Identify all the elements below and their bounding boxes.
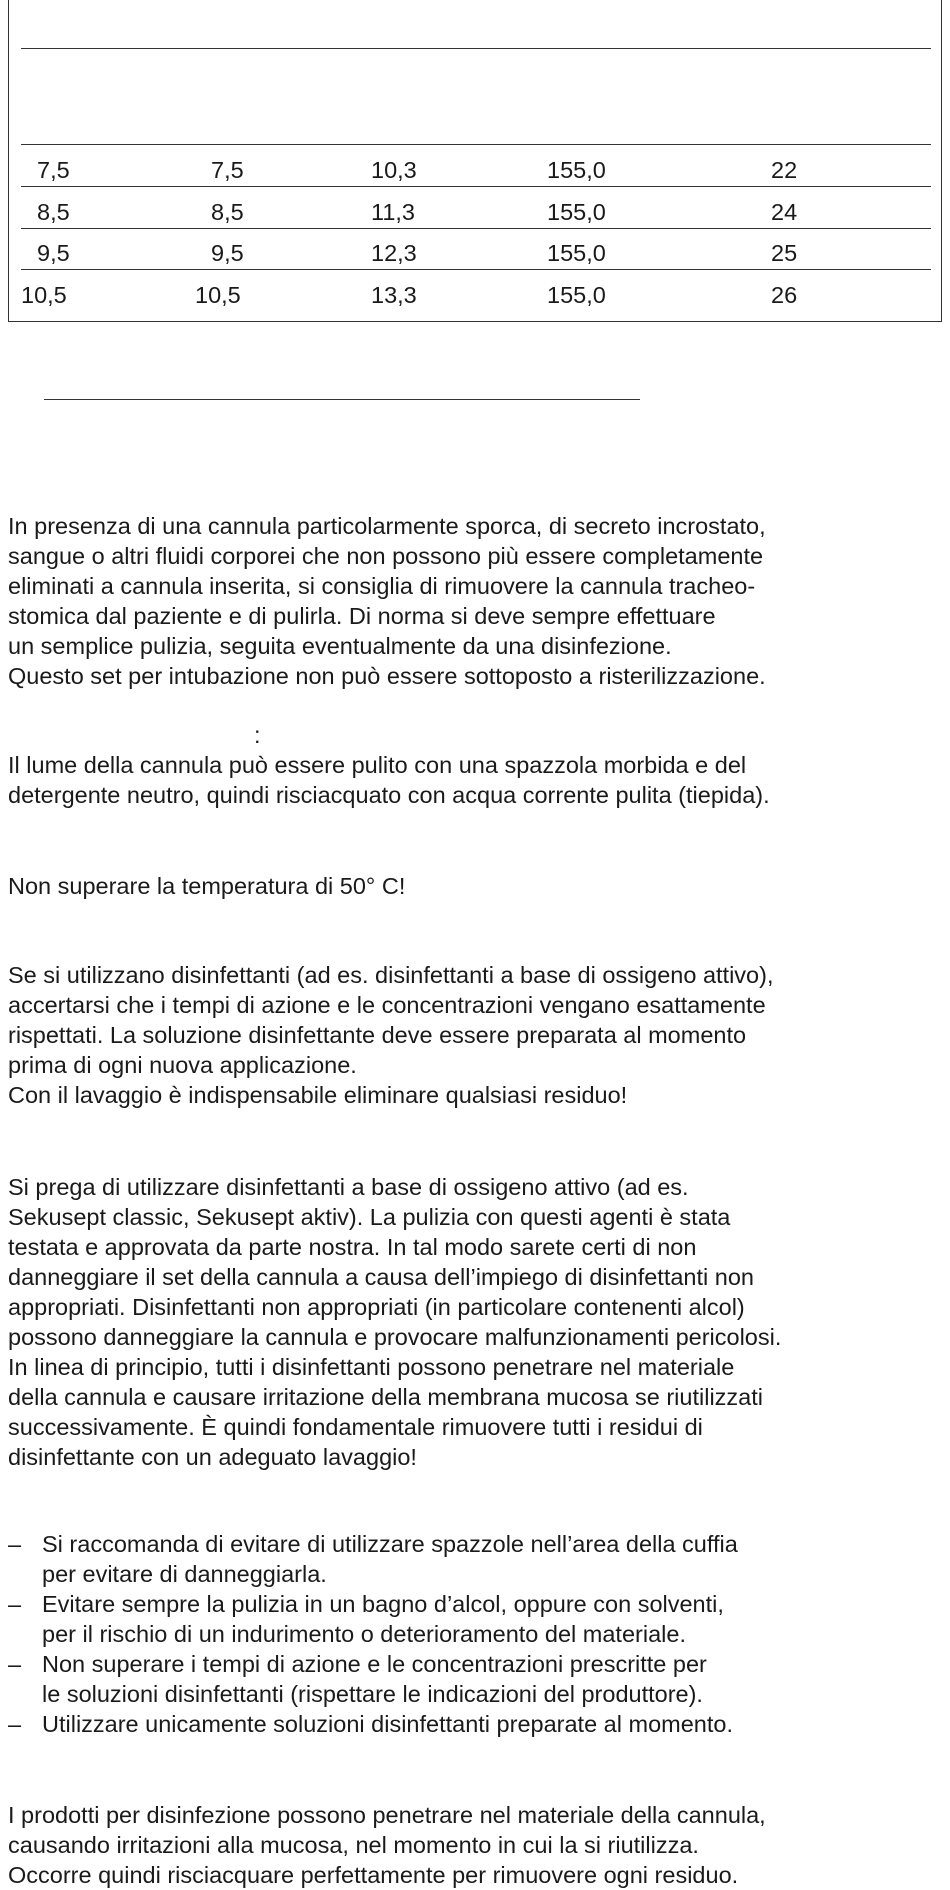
list-item-text: Evitare sempre la pulizia in un bagno d’alcol, oppure con solventi, per il rischio di un indurimento o deterioramento del materiale. bbox=[42, 1591, 724, 1647]
list-item bbox=[8, 1709, 948, 1739]
table-cell: 8,5 bbox=[37, 199, 70, 225]
size-table bbox=[8, 0, 942, 322]
table-cell: 13,3 bbox=[371, 282, 417, 308]
warning-list bbox=[8, 1529, 948, 1739]
table-cell: 8,5 bbox=[211, 199, 244, 225]
final-paragraph: I prodotti per disinfezione possono penetrare nel materiale della cannula, causando irritazioni alla mucosa, nel momento in cui la si riutilizza. Occorre quindi risciacquare perfettamente per rimuovere ogni residuo. bbox=[8, 1802, 766, 1888]
lumen-paragraph: Il lume della cannula può essere pulito con una spazzola morbida e del detergente neutro, quindi risciacquato con acqua corrente pulita (tiepida). bbox=[8, 752, 770, 808]
table-cell: 7,5 bbox=[37, 157, 70, 183]
colon-label: : bbox=[254, 722, 261, 748]
table-cell: 10,5 bbox=[195, 282, 241, 308]
section-rule bbox=[44, 399, 640, 400]
table-cell: 155,0 bbox=[547, 199, 606, 225]
table-divider bbox=[21, 269, 931, 270]
table-divider bbox=[21, 228, 931, 229]
dash-marker: – bbox=[8, 1711, 22, 1737]
table-cell: 155,0 bbox=[547, 282, 606, 308]
list-item bbox=[8, 1529, 948, 1589]
table-cell: 155,0 bbox=[547, 240, 606, 266]
dash-marker: – bbox=[8, 1531, 22, 1557]
list-item-text: Si raccomanda di evitare di utilizzare spazzole nell’area della cuffia per evitare di danneggiarla. bbox=[42, 1531, 738, 1587]
table-cell: 24 bbox=[771, 199, 798, 225]
temperature-warning: Non superare la temperatura di 50° C! bbox=[8, 873, 406, 899]
dash-marker: – bbox=[8, 1651, 22, 1677]
table-cell: 7,5 bbox=[211, 157, 244, 183]
table-cell: 9,5 bbox=[37, 240, 70, 266]
table-divider bbox=[21, 144, 931, 145]
table-cell: 22 bbox=[771, 157, 798, 183]
list-item bbox=[8, 1589, 948, 1649]
table-divider bbox=[21, 48, 931, 49]
dash-marker: – bbox=[8, 1591, 22, 1617]
table-cell: 25 bbox=[771, 240, 798, 266]
recommendation-paragraph: Si prega di utilizzare disinfettanti a base di ossigeno attivo (ad es. Sekusept classic, Sekusept aktiv). La pulizia con questi agenti è stata testata e approvata da parte nostra. In tal modo sarete certi di non danneggiare il set della cannula a causa dell’impiego di disinfettanti non appropriati. Disinfettanti non appropriati (in particolare contenenti alcol) possono danneggiare la cannula e provocare malfunzionamenti pericolosi. In linea di principio, tutti i disinfettanti possono penetrare nel materiale della cannula e causare irritazione della membrana mucosa se riutilizzati successivamente. È quindi fondamentale rimuovere tutti i residui di disinfettante con un adeguato lavaggio! bbox=[8, 1174, 782, 1470]
list-item-text: Non superare i tempi di azione e le concentrazioni prescritte per le soluzioni disinfettanti (rispettare le indicazioni del produttore). bbox=[42, 1651, 707, 1707]
table-cell: 11,3 bbox=[371, 199, 415, 225]
disinfectants-paragraph: Se si utilizzano disinfettanti (ad es. disinfettanti a base di ossigeno attivo), accertarsi che i tempi di azione e le concentrazioni vengano esattamente rispettati. La soluzione disinfettante deve essere preparata al momento prima di ogni nuova applicazione. Con il lavaggio è indispensabile eliminare qualsiasi residuo! bbox=[8, 962, 774, 1108]
table-cell: 10,3 bbox=[371, 157, 417, 183]
table-cell: 26 bbox=[771, 282, 798, 308]
table-cell: 12,3 bbox=[371, 240, 417, 266]
table-cell: 10,5 bbox=[21, 282, 67, 308]
table-divider bbox=[21, 186, 931, 187]
list-item-text: Utilizzare unicamente soluzioni disinfettanti preparate al momento. bbox=[42, 1711, 733, 1737]
intro-paragraph: In presenza di una cannula particolarmente sporca, di secreto incrostato, sangue o altri fluidi corporei che non possono più essere completamente eliminati a cannula inserita, si consiglia di rimuovere la cannula tracheo- stomica dal paziente e di pulirla. Di norma si deve sempre effettuare un semplice pulizia, seguita eventualmente da una disinfezione. Questo set per intubazione non può essere sottoposto a risterilizzazione. bbox=[8, 513, 766, 689]
list-item bbox=[8, 1649, 948, 1709]
table-cell: 9,5 bbox=[211, 240, 244, 266]
table-cell: 155,0 bbox=[547, 157, 606, 183]
